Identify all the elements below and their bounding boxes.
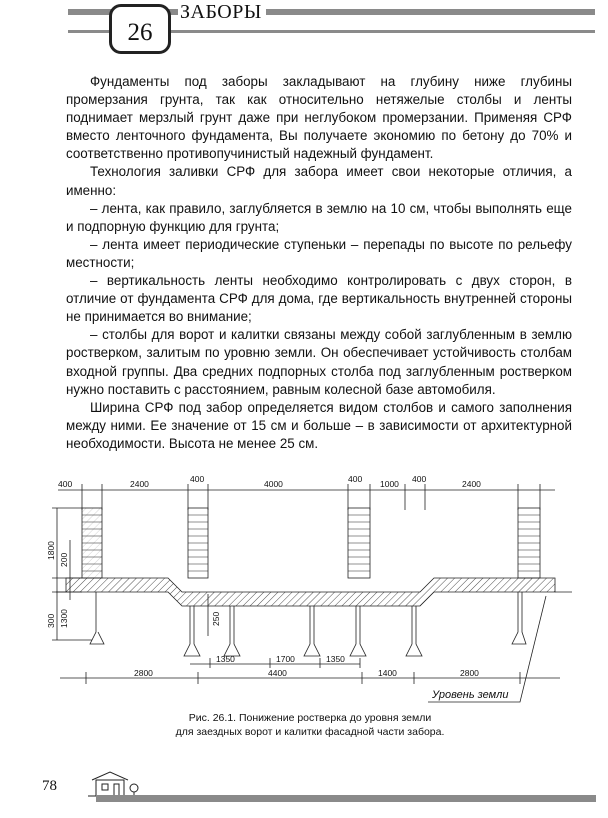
body-text (66, 73, 572, 453)
dim-label: 400 (58, 479, 73, 489)
dim-label: 2800 (134, 668, 153, 678)
dim-label: 300 (46, 613, 56, 628)
paragraph: – вертикальность ленты необходимо контролировать с двух сторон, в отличие от фундамента СРФ для дома, где вертикальность внутренней стороны не принимается во внимание; (66, 273, 572, 325)
dim-label: 1350 (216, 654, 235, 664)
brick-pillars (82, 508, 540, 578)
dim-label: 2400 (130, 479, 149, 489)
footer-rule (96, 795, 596, 802)
dim-label: 2400 (462, 479, 481, 489)
dim-label: 4400 (268, 668, 287, 678)
paragraph: Технология заливки СРФ для забора имеет свои некоторые отличия, а именно: (66, 164, 572, 198)
figure-caption (100, 712, 520, 739)
page-number: 78 (42, 778, 57, 794)
caption-line: для заездных ворот и калитки фасадной части забора. (175, 725, 445, 738)
dim-label: 1000 (380, 479, 399, 489)
paragraph: – лента имеет периодические ступеньки – перепады по высоте по рельефу местности; (66, 236, 572, 270)
dim-label: 250 (211, 611, 221, 626)
chapter-number: 26 (127, 19, 153, 46)
dim-label: 400 (190, 474, 205, 484)
paragraph: – столбы для ворот и калитки связаны между собой заглубленным в землю ростверком, залитым по уровню земли. Он обеспечивает устойчивость столбам входной группы. Два средних подпорных столба под заглубленным ростверком нужно поставить с расстоянием, равным колесной базе автомобиля. (66, 327, 572, 397)
ground-level-label: Уровень земли (432, 689, 509, 701)
dim-label: 400 (348, 474, 363, 484)
dim-label: 400 (412, 474, 427, 484)
dim-label: 200 (59, 552, 69, 567)
caption-line: Рис. 26.1. Понижение ростверка до уровня земли (188, 712, 432, 724)
paragraph: Ширина СРФ под забор определяется видом столбов и самого заполнения между ними. Ее значение от 15 см и больше – в зависимости от архитектурной необходимости. Высота не менее 25 см. (66, 399, 572, 451)
chapter-number-box (109, 4, 171, 54)
dim-label: 1300 (59, 609, 69, 628)
dim-label: 1800 (46, 541, 56, 560)
paragraph: – лента, как правило, заглубляется в землю на 10 см, чтобы выполнять еще и подпорную функцию для грунта; (66, 200, 572, 234)
dim-label: 4000 (264, 479, 283, 489)
dim-label: 1700 (276, 654, 295, 664)
dim-label: 2800 (460, 668, 479, 678)
dim-label: 1350 (326, 654, 345, 664)
grillage-strip (66, 578, 555, 606)
chapter-title: ЗАБОРЫ (178, 1, 266, 24)
dim-label: 1400 (378, 668, 397, 678)
paragraph: Фундаменты под заборы закладывают на глубину ниже глубины промерзания грунта, так как относительно нетяжелые столбы и ленты поднимает мерзлый грунт даже при неглубоком промерзании. Применяя СРФ вместо ленточного фундамента, Вы получаете экономию по бетону до 70% и соответственно противопучинистый надежный фундамент. (66, 74, 572, 162)
fence-foundation-diagram (0, 470, 608, 710)
